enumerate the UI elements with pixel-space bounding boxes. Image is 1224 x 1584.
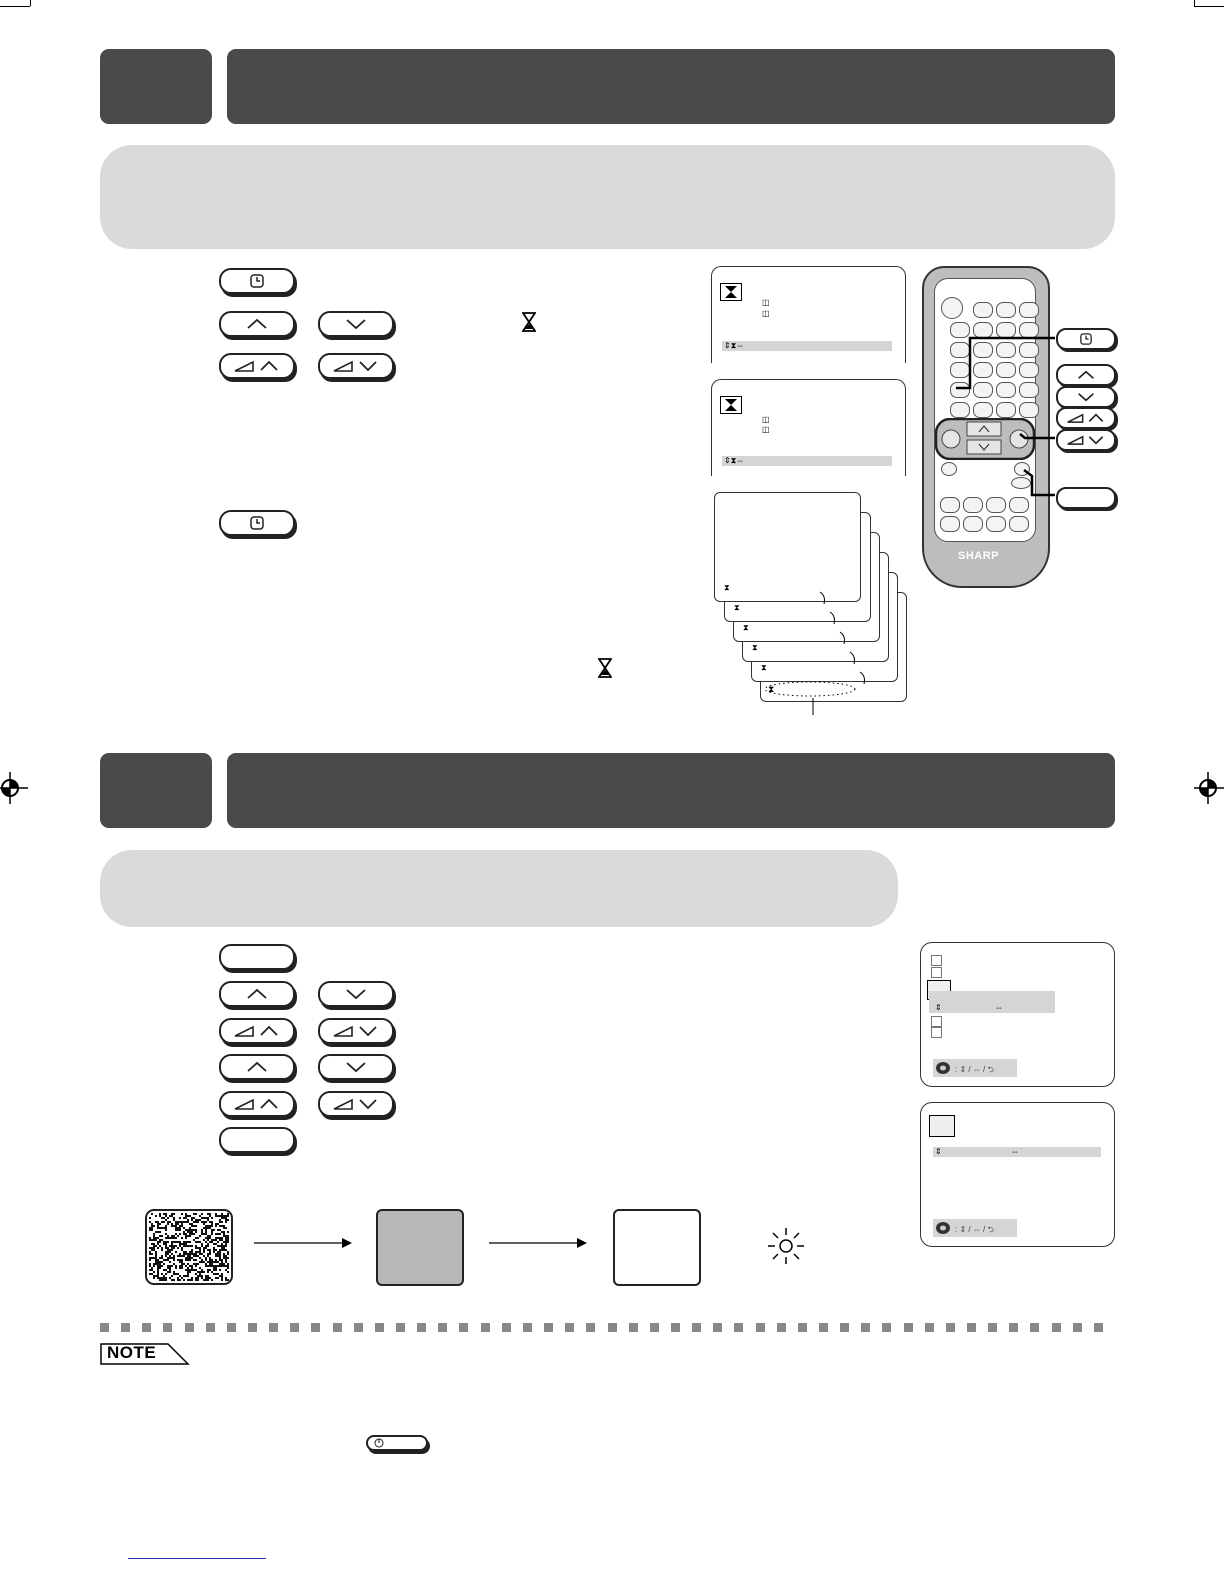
separator-square [438, 1323, 447, 1332]
crop-mark [30, 0, 31, 6]
noise-screen [145, 1209, 233, 1285]
clock-glyph: ◫ [762, 415, 770, 424]
chevron-up-icon [246, 1061, 268, 1073]
separator-square [100, 1323, 109, 1332]
clock-icon [1080, 333, 1092, 345]
separator-square [227, 1323, 236, 1332]
separator-square [1073, 1323, 1082, 1332]
separator-square [692, 1323, 701, 1332]
volume-down-icon [332, 1024, 380, 1038]
clock-glyph: ◫ [762, 298, 770, 307]
svg-text:⧗: ⧗ [752, 643, 758, 652]
callout-vol-up-button [1056, 407, 1116, 429]
separator-square [756, 1323, 765, 1332]
registration-mark-right [1190, 770, 1224, 806]
remote-key [940, 516, 960, 532]
volume-up-icon [1066, 412, 1106, 424]
callout-up-button [1056, 364, 1116, 386]
volume-up-icon [233, 359, 281, 373]
note-label: NOTE [107, 1343, 157, 1362]
separator-square [481, 1323, 490, 1332]
clock-icon [250, 516, 264, 530]
separator-square [629, 1323, 638, 1332]
menu-button[interactable] [219, 944, 295, 970]
separator-square [248, 1323, 257, 1332]
callout-down-button [1056, 386, 1116, 408]
volume-down-icon [332, 1097, 380, 1111]
separator-square [269, 1323, 278, 1332]
separator-square [544, 1323, 553, 1332]
timer-menu-icon [720, 396, 742, 414]
menu-nav-bar [722, 341, 892, 351]
channel-up-button-2[interactable] [219, 981, 295, 1007]
callout-vol-down-button [1056, 429, 1116, 451]
separator-square [354, 1323, 363, 1332]
separator-square [819, 1323, 828, 1332]
separator-square [417, 1323, 426, 1332]
menu-icon-timer [931, 955, 942, 966]
callout-blank-button [1056, 487, 1116, 509]
separator-square [671, 1323, 680, 1332]
separator-square [925, 1323, 934, 1332]
svg-text:⧗: ⧗ [724, 583, 730, 592]
chevron-down-icon [345, 988, 367, 1000]
blank-screen [613, 1209, 701, 1286]
separator-square [375, 1323, 384, 1332]
volume-up-icon [233, 1097, 281, 1111]
separator-square [290, 1323, 299, 1332]
dpad-help-icon [935, 1221, 951, 1235]
separator-square [502, 1323, 511, 1332]
chevron-down-icon [345, 1061, 367, 1073]
section-number-badge [100, 49, 212, 124]
remote-key [963, 516, 983, 532]
svg-text:⧗: ⧗ [743, 623, 749, 632]
separator-square [904, 1323, 913, 1332]
separator-square [1009, 1323, 1018, 1332]
nav-arrows-icon: ⇔ [1011, 1147, 1019, 1156]
gray-screen [376, 1209, 464, 1286]
chevron-down-icon [1077, 392, 1095, 402]
channel-down-button[interactable] [318, 311, 394, 337]
menu-icon-info [931, 967, 942, 978]
tv-screen-timer-menu [711, 266, 906, 363]
hourglass-icon [598, 658, 612, 678]
nav-arrows-icon: ⇕ [935, 1147, 942, 1156]
separator-square [396, 1323, 405, 1332]
separator-square [1094, 1323, 1103, 1332]
nav-arrows-icon: ⇕⧗⇔ [724, 341, 745, 350]
separator-square [523, 1323, 532, 1332]
volume-up-button-2[interactable] [219, 1018, 295, 1044]
timer-menu-icon [720, 283, 742, 301]
channel-down-button-3[interactable] [318, 1054, 394, 1080]
separator-square [840, 1323, 849, 1332]
svg-text:⧗: ⧗ [761, 663, 767, 672]
remote-key [973, 302, 993, 318]
clock-button[interactable] [219, 268, 295, 294]
separator-square [608, 1323, 617, 1332]
separator-square [586, 1323, 595, 1332]
power-button[interactable] [366, 1435, 428, 1451]
clock-icon [250, 274, 264, 288]
chevron-up-icon [246, 318, 268, 330]
separator-square [734, 1323, 743, 1332]
countdown-arrows [700, 480, 920, 720]
nav-arrows-icon: ⇕ [935, 1003, 942, 1012]
menu-nav-bar [722, 456, 892, 466]
separator-square [121, 1323, 130, 1332]
nav-arrows-icon: ⇕⧗⇔ [724, 456, 745, 465]
channel-down-button-2[interactable] [318, 981, 394, 1007]
svg-text:⧗: ⧗ [768, 685, 775, 695]
volume-down-icon [1066, 434, 1106, 446]
dpad-help-icon [935, 1061, 951, 1075]
volume-up-button[interactable] [219, 353, 295, 379]
separator-square [882, 1323, 891, 1332]
crop-mark [0, 6, 30, 7]
chevron-up-icon [1077, 370, 1095, 380]
separator-square [1052, 1323, 1061, 1332]
clock-glyph: ◫ [762, 425, 770, 434]
separator-square [206, 1323, 215, 1332]
power-icon [374, 1438, 384, 1448]
volume-down-icon [332, 359, 380, 373]
chevron-down-icon [345, 318, 367, 330]
registration-mark-left [0, 770, 30, 806]
remote-key [986, 516, 1006, 532]
section-title-bar-2 [227, 753, 1115, 828]
clock-glyph: ◫ [762, 309, 770, 318]
menu-highlight-bar [929, 991, 1055, 1013]
chevron-up-icon [246, 988, 268, 1000]
remote-key [941, 297, 963, 319]
osd-menu-main [920, 942, 1115, 1087]
menu-icon-setup [931, 1027, 942, 1038]
section-intro-panel-2 [100, 850, 898, 927]
separator-square [967, 1323, 976, 1332]
callout-clock-button [1056, 328, 1116, 350]
nav-arrows-icon: ⇔ [995, 1003, 1003, 1012]
menu-icon-clock [931, 1016, 942, 1027]
separator-square [988, 1323, 997, 1332]
separator-square [798, 1323, 807, 1332]
dotted-separator [100, 1323, 1115, 1333]
remote-brand-logo: SHARP [958, 550, 1000, 562]
nav-hint-icons: : ⇕ / ⇔ / ⮌ [955, 1065, 994, 1074]
separator-square [713, 1323, 722, 1332]
separator-square [777, 1323, 786, 1332]
section-number-badge-2 [100, 753, 212, 828]
arrow-right-1 [254, 1236, 354, 1250]
remote-key [1009, 516, 1029, 532]
separator-square [163, 1323, 172, 1332]
remote-key [1019, 302, 1039, 318]
tv-screen-timer-menu-2 [711, 379, 906, 476]
separator-square [142, 1323, 151, 1332]
section-title-bar [227, 49, 1115, 124]
volume-down-button-2[interactable] [318, 1018, 394, 1044]
volume-up-icon [233, 1024, 281, 1038]
separator-square [650, 1323, 659, 1332]
svg-text:⧗: ⧗ [734, 603, 740, 612]
separator-square [459, 1323, 468, 1332]
volume-up-button-3[interactable] [219, 1091, 295, 1117]
clock-button-exit[interactable] [219, 510, 295, 536]
submenu-icon [929, 1115, 955, 1137]
separator-square [861, 1323, 870, 1332]
separator-square [311, 1323, 320, 1332]
remote-key [996, 302, 1016, 318]
osd-submenu [920, 1102, 1115, 1247]
callout-lines [940, 330, 1060, 510]
crop-mark [1194, 0, 1195, 6]
channel-up-button-3[interactable] [219, 1054, 295, 1080]
hourglass-icon [522, 312, 536, 332]
volume-down-button[interactable] [318, 353, 394, 379]
section-intro-panel [100, 145, 1115, 249]
separator-square [1030, 1323, 1039, 1332]
separator-square [333, 1323, 342, 1332]
nav-hint-icons: : ⇕ / ⇔ / ⮌ [955, 1225, 994, 1234]
channel-up-button[interactable] [219, 311, 295, 337]
separator-square [185, 1323, 194, 1332]
footer-rule [128, 1558, 266, 1559]
separator-square [946, 1323, 955, 1332]
volume-down-button-3[interactable] [318, 1091, 394, 1117]
crop-mark [1194, 6, 1224, 7]
separator-square [565, 1323, 574, 1332]
menu-button-exit[interactable] [219, 1127, 295, 1153]
sun-icon [766, 1226, 806, 1266]
arrow-right-2 [489, 1236, 589, 1250]
